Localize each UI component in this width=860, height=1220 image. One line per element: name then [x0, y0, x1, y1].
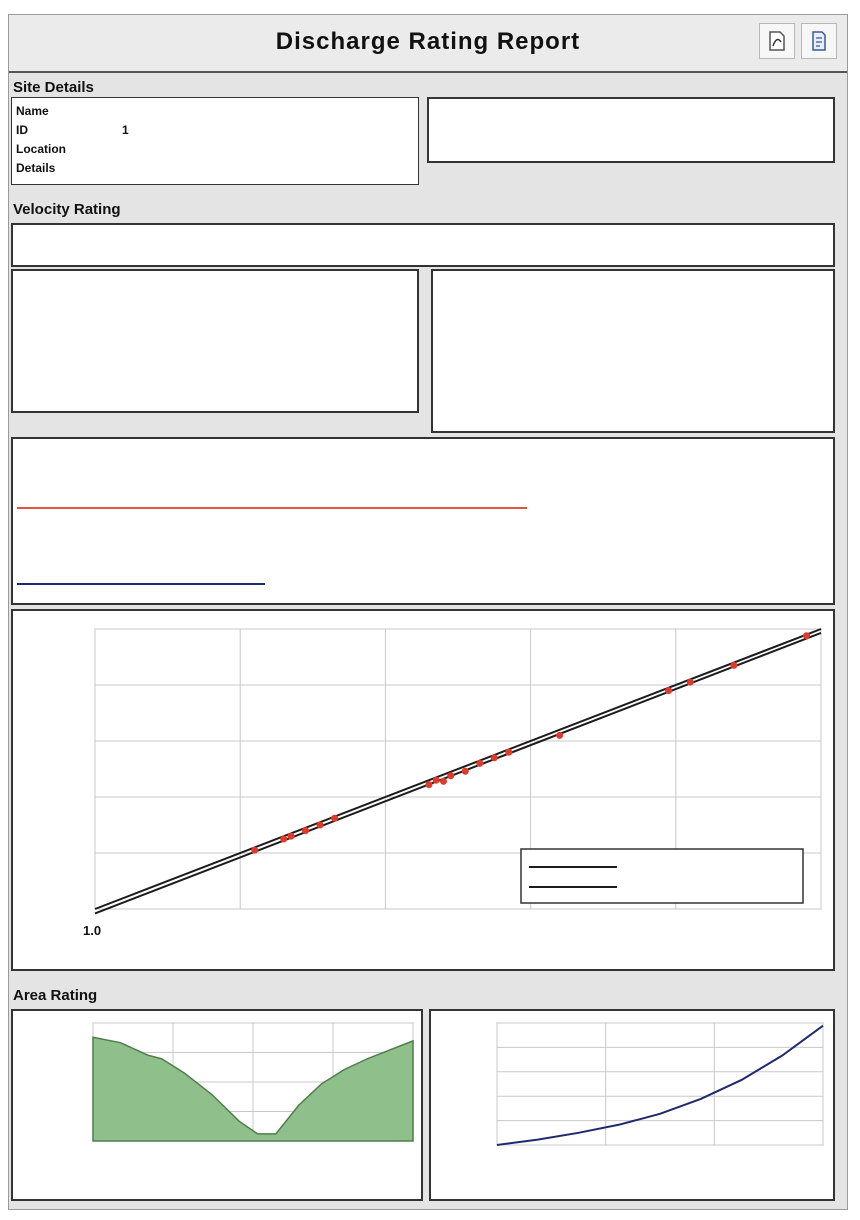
gauging-point [803, 632, 810, 639]
area-rating-chart-box [429, 1009, 835, 1201]
chart-legend [521, 849, 803, 903]
pdf-export-icon[interactable] [759, 23, 795, 59]
gauging-point [317, 822, 324, 829]
quality-definitions-box [11, 437, 835, 605]
gauging-point [730, 662, 737, 669]
gauging-point [476, 760, 483, 767]
gauging-point [505, 749, 512, 756]
gauging-point [440, 778, 447, 785]
velocity-rating-chart [13, 611, 833, 969]
gauging-point [425, 781, 432, 788]
area-rating-chart [431, 1011, 833, 1199]
rating-equation-box [11, 223, 835, 267]
quality-underline [17, 583, 265, 585]
gauging-point [280, 836, 287, 843]
site-details-right-box [427, 97, 835, 163]
gauging-point [288, 833, 295, 840]
print-icon[interactable] [801, 23, 837, 59]
header-toolbar [759, 23, 837, 59]
report-page [8, 14, 848, 1210]
velocity-rating-chart-box [11, 609, 835, 971]
site-details-label: Site Details [13, 79, 94, 96]
gauging-point [447, 772, 454, 779]
site-id-label: ID [16, 123, 28, 137]
validation-box [11, 269, 419, 413]
gauging-point [302, 827, 309, 834]
site-details-left-box [11, 97, 419, 185]
measurement-box [431, 269, 835, 433]
area-rating-label: Area Rating [13, 987, 98, 1004]
site-details-text-label: Details [16, 161, 56, 175]
gauging-point [433, 777, 440, 784]
quality-underline [17, 507, 527, 509]
gauging-point [331, 815, 338, 822]
area-profile-chart [13, 1011, 421, 1199]
site-name-label: Name [16, 104, 49, 118]
report-header [9, 15, 847, 73]
area-profile-chart-box [11, 1009, 423, 1201]
gauging-point [491, 754, 498, 761]
site-id-value: 1 [122, 123, 129, 137]
plot-area [497, 1023, 823, 1145]
gauging-point [462, 768, 469, 775]
x-tick-label: 1.0 [83, 923, 102, 938]
gauging-point [556, 732, 563, 739]
gauging-point [665, 687, 672, 694]
gauging-point [251, 847, 258, 854]
gauging-point [687, 679, 694, 686]
report-title: Discharge Rating Report [275, 28, 581, 55]
velocity-rating-label: Velocity Rating [13, 201, 121, 218]
site-location-label: Location [16, 142, 66, 156]
